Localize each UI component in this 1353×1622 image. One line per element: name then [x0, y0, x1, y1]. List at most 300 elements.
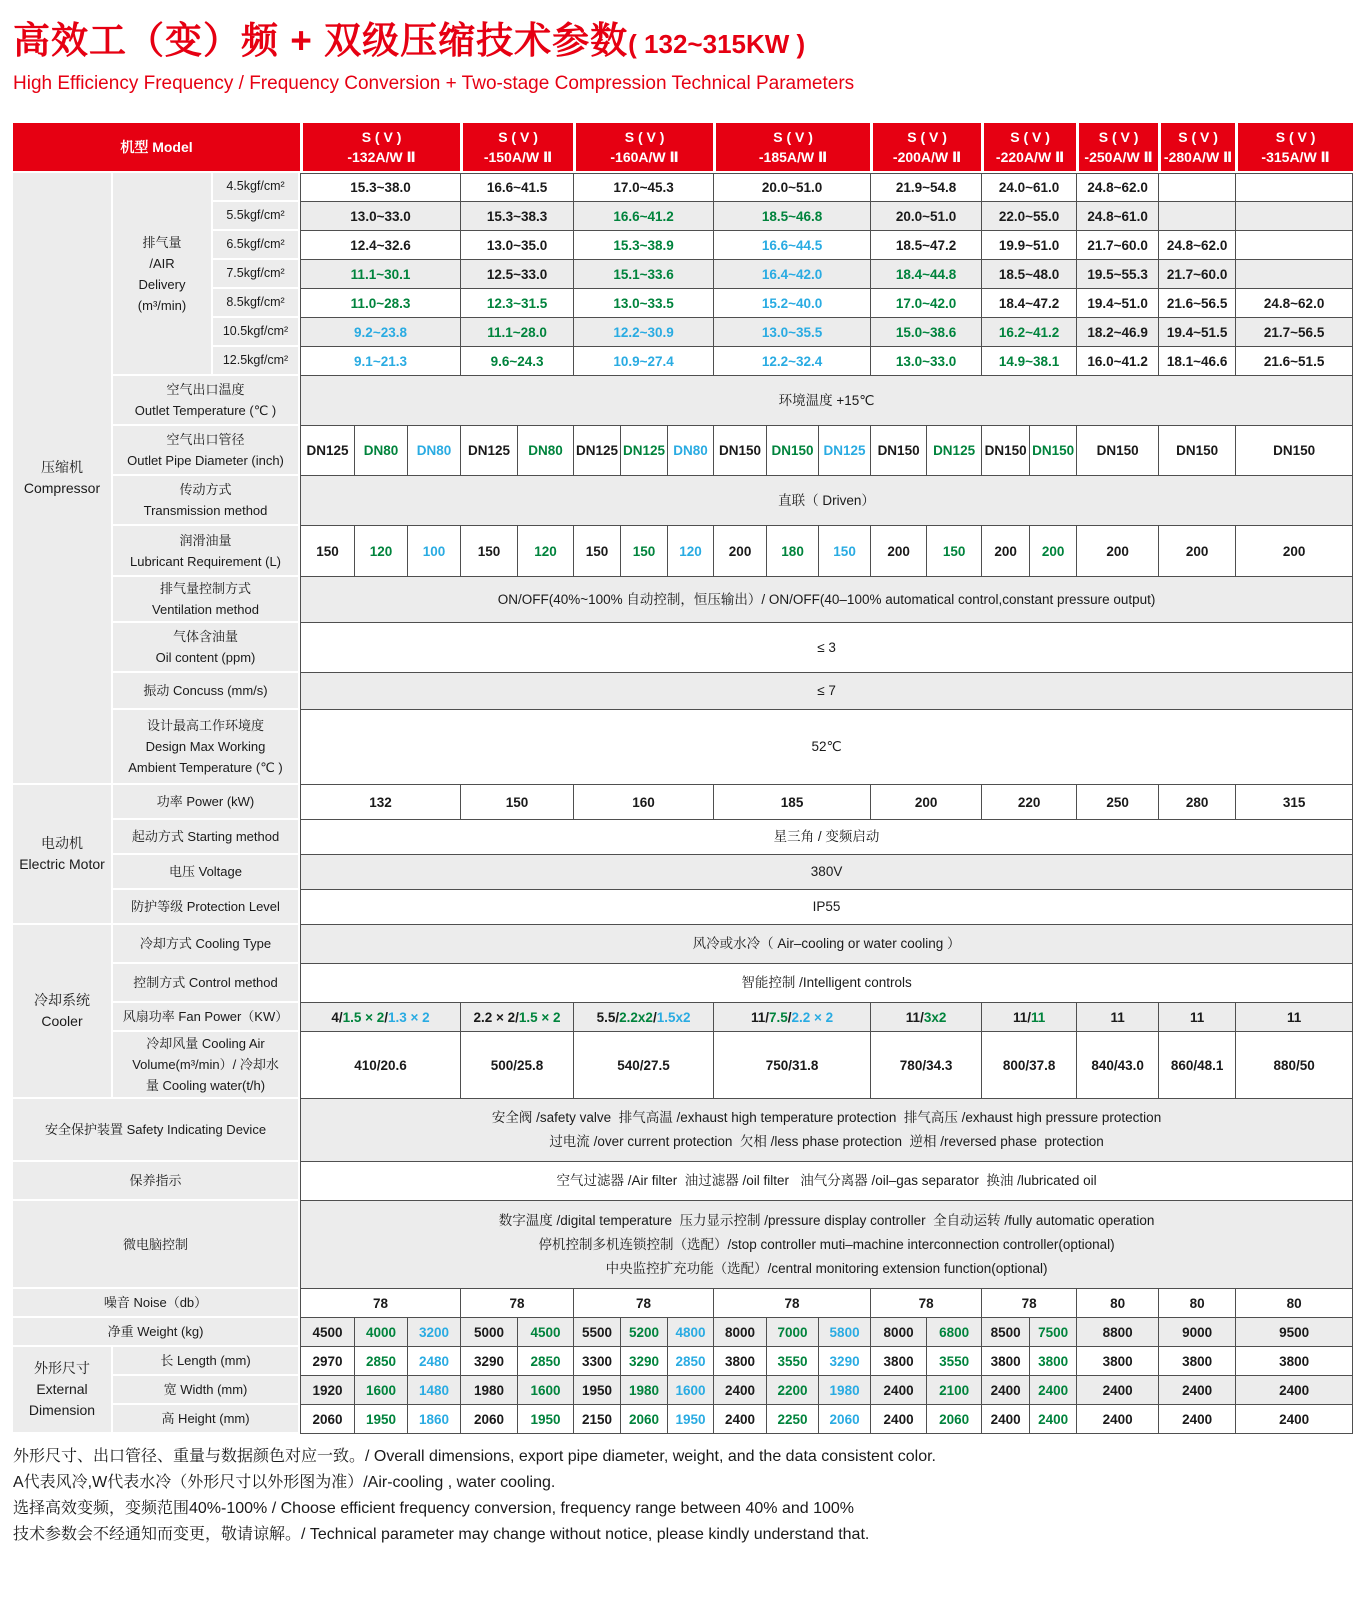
ventilation-value [300, 577, 1353, 623]
oil-content-value-line-1: ≤ 3 [817, 639, 836, 655]
model-header-8-line-1: S ( V ) [1178, 129, 1218, 145]
air-4-5-model-2 [460, 173, 573, 202]
lubricant-label-line-1: 润滑油量 [179, 532, 232, 548]
value-seg: 19.4~51.5 [1166, 324, 1228, 340]
value-seg: 2400 [990, 1382, 1021, 1398]
value-seg: 410/20.6 [354, 1057, 407, 1073]
value-seg: 3800 [1279, 1353, 1310, 1369]
value-seg: 12.2~32.4 [761, 353, 823, 369]
length-section-line-3: Dimension [28, 1402, 96, 1418]
air-10-5-model-6 [981, 318, 1076, 347]
value-seg: 1.5 × 2 [342, 1009, 385, 1025]
power-model-7 [1076, 785, 1158, 820]
weight-cell-1 [300, 1318, 354, 1347]
value-seg: 3x2 [923, 1009, 947, 1025]
pipe-diameter-cell-14 [981, 426, 1029, 476]
value-seg: 21.7~56.5 [1263, 324, 1325, 340]
protection-row-label [113, 890, 300, 925]
model-header-5 [870, 123, 981, 173]
transmission-label-line-2: Transmission method [143, 503, 268, 518]
value-seg: 1600 [675, 1382, 706, 1398]
row-width [13, 1376, 1353, 1405]
value-seg: DN150 [1096, 443, 1139, 458]
value-seg: DN150 [719, 443, 762, 458]
air-4-5-label-line-2: /AIR [149, 255, 175, 271]
height-cell-8 [667, 1405, 713, 1434]
value-seg: 5.5/ [596, 1009, 620, 1025]
row-length [13, 1347, 1353, 1376]
value-seg: 9000 [1182, 1324, 1213, 1340]
cooling-volume-label-line-3: 量 Cooling water(t/h) [145, 1078, 266, 1093]
air-6-5-model-7 [1076, 231, 1158, 260]
weight-cell-5 [517, 1318, 573, 1347]
height-cell-16 [1076, 1405, 1158, 1434]
ventilation-label-line-2: Ventilation method [152, 602, 259, 617]
safety-full-line-1: 安全保护装置 Safety Indicating Device [44, 1122, 267, 1137]
model-header-1 [300, 123, 460, 173]
outlet-temp-value-line-1: 环境温度 +15℃ [778, 392, 875, 408]
air-5-5-model-7 [1076, 202, 1158, 231]
row-cooling-type [13, 925, 1353, 964]
model-header-9-line-1: S ( V ) [1275, 129, 1316, 145]
pipe-diameter-cell-5 [517, 426, 573, 476]
height-cell-11 [818, 1405, 870, 1434]
weight-cell-17 [1158, 1318, 1235, 1347]
air-7-5-model-4 [713, 260, 870, 289]
row-design-max [13, 710, 1353, 785]
control-label-line-1: 控制方式 Control method [133, 975, 278, 990]
air-4-5-model-4 [713, 173, 870, 202]
lubricant-cell-16 [1076, 526, 1158, 577]
weight-cell-6 [573, 1318, 620, 1347]
weight-cell-4 [460, 1318, 517, 1347]
cooling-volume-model-6 [981, 1032, 1076, 1099]
height-cell-7 [620, 1405, 667, 1434]
air-7-5-pressure-label [213, 260, 300, 289]
value-seg: 2400 [1182, 1411, 1213, 1427]
fan-power-model-6 [981, 1003, 1076, 1032]
value-seg: 15.3~38.9 [613, 237, 674, 253]
lubricant-cell-1 [300, 526, 354, 577]
outlet-temp-label-line-2: Outlet Temperature (℃ ) [134, 403, 277, 418]
protection-value [300, 890, 1353, 925]
voltage-value [300, 855, 1353, 890]
row-pipe-diameter [13, 426, 1353, 476]
maintenance-full-line-1: 保养指示 [129, 1173, 182, 1188]
page-title-kw-range: ( 132~315KW ) [628, 29, 806, 59]
air-12-5-model-1 [300, 347, 460, 376]
row-cooling-volume [13, 1032, 1353, 1099]
value-seg: 200 [887, 543, 910, 559]
value-seg: 120 [369, 543, 393, 559]
value-seg: 9.1~21.3 [354, 353, 407, 369]
value-seg: / [652, 1009, 657, 1025]
lubricant-cell-10 [766, 526, 818, 577]
weight-cell-7 [620, 1318, 667, 1347]
lubricant-cell-11 [818, 526, 870, 577]
page-title-zh: 高效工（变）频 + 双级压缩技术参数 [13, 20, 629, 61]
row-air-10-5 [13, 318, 1353, 347]
value-seg: 2400 [1102, 1382, 1133, 1398]
length-cell-4 [460, 1347, 517, 1376]
air-5-5-model-5 [870, 202, 981, 231]
lubricant-cell-3 [407, 526, 460, 577]
width-cell-7 [620, 1376, 667, 1405]
value-seg: 7000 [777, 1324, 808, 1340]
air-7-5-model-9 [1235, 260, 1353, 289]
value-seg: 12.3~31.5 [486, 295, 548, 311]
air-6-5-model-9 [1235, 231, 1353, 260]
power-model-1 [300, 785, 460, 820]
air-4-5-model-3 [573, 173, 713, 202]
cooling-volume-model-9 [1235, 1032, 1353, 1099]
value-seg: 2200 [777, 1382, 808, 1398]
width-cell-9 [713, 1376, 766, 1405]
row-air-12-5 [13, 347, 1353, 376]
value-seg: 20.0~51.0 [761, 180, 823, 195]
value-seg: 3800 [990, 1353, 1021, 1369]
fan-power-model-1 [300, 1003, 460, 1032]
row-transmission [13, 476, 1353, 526]
power-model-8 [1158, 785, 1235, 820]
outlet-temp-value [300, 376, 1353, 426]
value-seg: 78 [373, 1295, 389, 1311]
value-seg: 2250 [777, 1411, 808, 1427]
pipe-diameter-cell-13 [926, 426, 981, 476]
air-10-5-model-1 [300, 318, 460, 347]
voltage-value-line-1: 380V [810, 864, 843, 879]
model-header-4-line-1: S ( V ) [773, 129, 813, 145]
noise-row-label [13, 1289, 300, 1318]
lubricant-cell-12 [870, 526, 926, 577]
row-height [13, 1405, 1353, 1434]
width-cell-18 [1235, 1376, 1353, 1405]
weight-cell-14 [981, 1318, 1029, 1347]
row-outlet-temp [13, 376, 1353, 426]
value-seg: 1920 [312, 1382, 343, 1398]
height-cell-12 [870, 1405, 926, 1434]
model-header-1-line-1: S ( V ) [361, 129, 402, 145]
length-row-label [113, 1347, 300, 1376]
value-seg: DN150 [771, 443, 814, 458]
fan-power-model-4 [713, 1003, 870, 1032]
weight-row-label [13, 1318, 300, 1347]
value-seg: DN125 [823, 443, 866, 458]
parameters-table [13, 123, 1353, 1434]
value-seg: 3800 [883, 1353, 914, 1369]
value-seg: 150 [585, 543, 609, 559]
lubricant-cell-2 [354, 526, 407, 577]
value-seg: DN150 [1176, 443, 1219, 458]
value-seg: 780/34.3 [899, 1057, 953, 1073]
air-6-5-model-4 [713, 231, 870, 260]
value-seg: 3300 [582, 1353, 613, 1369]
row-oil-content [13, 623, 1353, 673]
air-10-5-pressure-label [213, 318, 300, 347]
value-seg: 22.0~55.0 [998, 208, 1060, 224]
air-8-5-model-1 [300, 289, 460, 318]
maintenance-value [300, 1162, 1353, 1201]
width-cell-8 [667, 1376, 713, 1405]
length-cell-1 [300, 1347, 354, 1376]
height-label-line-1: 高 Height (mm) [161, 1411, 250, 1426]
value-seg: 8500 [990, 1324, 1021, 1340]
model-header-3-line-2: -160A/W Ⅱ [610, 149, 679, 165]
lubricant-cell-18 [1235, 526, 1353, 577]
power-model-6 [981, 785, 1076, 820]
model-header-4-line-2: -185A/W Ⅱ [758, 149, 828, 165]
length-cell-6 [573, 1347, 620, 1376]
cooling-volume-row-label [113, 1032, 300, 1099]
height-cell-13 [926, 1405, 981, 1434]
cooling-type-label-line-1: 冷却方式 Cooling Type [139, 936, 272, 951]
length-section-line-2: External [36, 1381, 88, 1397]
power-model-5 [870, 785, 981, 820]
height-cell-1 [300, 1405, 354, 1434]
weight-cell-3 [407, 1318, 460, 1347]
cooling-volume-model-1 [300, 1032, 460, 1099]
value-seg: 16.6~41.2 [613, 208, 674, 224]
air-12-5-model-4 [713, 347, 870, 376]
fan-power-row-label [113, 1003, 300, 1032]
value-seg: 19.5~55.3 [1087, 266, 1148, 282]
concuss-value-line-1: ≤ 7 [817, 683, 836, 698]
weight-cell-15 [1029, 1318, 1076, 1347]
model-header-4 [713, 123, 870, 173]
air-10-5-model-7 [1076, 318, 1158, 347]
power-section-line-2: Electric Motor [19, 856, 105, 872]
value-seg: 840/43.0 [1091, 1057, 1144, 1073]
length-cell-18 [1235, 1347, 1353, 1376]
design-max-label-line-1: 设计最高工作环境度 [147, 718, 265, 733]
value-seg: 13.0~33.5 [613, 295, 674, 311]
value-seg: 1600 [530, 1382, 561, 1398]
weight-cell-8 [667, 1318, 713, 1347]
value-seg: 15.1~33.6 [613, 266, 674, 282]
cooling-volume-model-8 [1158, 1032, 1235, 1099]
value-seg: 200 [994, 543, 1017, 559]
value-seg: 10.9~27.4 [613, 353, 674, 369]
microcomputer-value-line-3: 中央监控扩充功能（选配）/central monitoring extension function(optional) [605, 1260, 1048, 1276]
value-seg: DN150 [877, 443, 920, 458]
starting-label-line-1: 起动方式 Starting method [131, 829, 280, 844]
value-seg: 2400 [1182, 1382, 1213, 1398]
model-header-8-line-2: -280A/W Ⅱ [1163, 149, 1233, 165]
air-12-5-model-2 [460, 347, 573, 376]
height-cell-6 [573, 1405, 620, 1434]
model-header-3-line-1: S ( V ) [624, 129, 665, 145]
length-cell-5 [517, 1347, 573, 1376]
value-seg: 18.1~46.6 [1166, 353, 1228, 369]
starting-row-label [113, 820, 300, 855]
weight-cell-18 [1235, 1318, 1353, 1347]
air-6-5-model-1 [300, 231, 460, 260]
row-microcomputer [13, 1201, 1353, 1289]
value-seg: 78 [918, 1295, 934, 1311]
length-section-line-1: 外形尺寸 [34, 1360, 90, 1376]
value-seg: 3800 [1182, 1353, 1213, 1369]
value-seg: DN125 [933, 443, 976, 458]
air-8-5-model-2 [460, 289, 573, 318]
voltage-label-line-1: 电压 Voltage [169, 864, 242, 879]
value-seg: 21.7~60.0 [1087, 237, 1148, 253]
noise-model-4 [713, 1289, 870, 1318]
value-seg: 2.2 × 2/ [473, 1009, 519, 1025]
value-seg: 15.2~40.0 [761, 295, 823, 311]
value-seg: DN125 [576, 443, 619, 458]
value-seg: 1980 [629, 1382, 660, 1398]
value-seg: 2480 [419, 1353, 450, 1369]
row-ventilation [13, 577, 1353, 623]
value-seg: 2850 [530, 1353, 561, 1369]
air-12-5-model-8 [1158, 347, 1235, 376]
value-seg: 21.6~56.5 [1166, 295, 1228, 311]
value-seg: 9500 [1279, 1324, 1310, 1340]
transmission-value-line-1: 直联（ Driven） [778, 492, 875, 508]
air-10-5-model-3 [573, 318, 713, 347]
air-4-5-model-5 [870, 173, 981, 202]
weight-cell-9 [713, 1318, 766, 1347]
value-seg: DN80 [673, 443, 708, 458]
pipe-diameter-cell-16 [1076, 426, 1158, 476]
value-seg: 2400 [1102, 1411, 1133, 1427]
safety-value-line-2: 过电流 /over current protection 欠相 /less phase protection 逆相 /reversed phase protection [549, 1134, 1104, 1149]
pipe-diameter-row-label [113, 426, 300, 476]
air-7-5-model-3 [573, 260, 713, 289]
value-seg: 11.1~30.1 [350, 266, 411, 282]
value-seg: 4800 [675, 1324, 706, 1340]
pipe-diameter-label-line-1: 空气出口管径 [166, 432, 245, 447]
air-7-5-model-1 [300, 260, 460, 289]
length-label-line-1: 长 Length (mm) [160, 1353, 251, 1368]
value-seg: 220 [1017, 794, 1041, 810]
length-cell-14 [981, 1347, 1029, 1376]
concuss-label-line-1: 振动 Concuss (mm/s) [143, 683, 268, 698]
lubricant-cell-14 [981, 526, 1029, 577]
air-10-5-model-4 [713, 318, 870, 347]
pipe-diameter-cell-2 [354, 426, 407, 476]
value-seg: 17.0~45.3 [613, 180, 674, 195]
fan-power-label-line-1: 风扇功率 Fan Power（KW） [122, 1009, 289, 1024]
lubricant-cell-8 [667, 526, 713, 577]
width-cell-3 [407, 1376, 460, 1405]
air-4-5-section-line-1: 压缩机 [41, 459, 83, 475]
footnote-1: 外形尺寸、出口管径、重量与数据颜色对应一致。/ Overall dimensions, export pipe diameter, weight, and the data consistent color. [13, 1448, 936, 1465]
fan-power-model-7 [1076, 1003, 1158, 1032]
width-row-label [113, 1376, 300, 1405]
pipe-diameter-label-line-2: Outlet Pipe Diameter (inch) [127, 453, 284, 468]
value-seg: 9.6~24.3 [490, 353, 544, 369]
value-seg: 3290 [629, 1353, 660, 1369]
value-seg: 24.8~62.0 [1166, 237, 1228, 253]
noise-model-7 [1076, 1289, 1158, 1318]
fan-power-model-9 [1235, 1003, 1353, 1032]
row-control [13, 964, 1353, 1003]
length-cell-13 [926, 1347, 981, 1376]
cooling-type-value [300, 925, 1353, 964]
air-7-5-model-2 [460, 260, 573, 289]
value-seg: 11 [1110, 1009, 1125, 1025]
fan-power-model-5 [870, 1003, 981, 1032]
value-seg: DN125 [623, 443, 666, 458]
model-header-6-line-1: S ( V ) [1010, 129, 1050, 145]
air-7-5-model-7 [1076, 260, 1158, 289]
model-header-2 [460, 123, 573, 173]
value-seg: 4000 [365, 1324, 397, 1340]
air-5-5-model-8 [1158, 202, 1235, 231]
safety-value [300, 1099, 1353, 1162]
value-seg: 2060 [629, 1411, 660, 1427]
air-5-5-model-4 [713, 202, 870, 231]
value-seg: 200 [914, 794, 938, 810]
value-seg: 17.0~42.0 [895, 295, 957, 311]
value-seg: 2060 [474, 1411, 505, 1427]
width-cell-1 [300, 1376, 354, 1405]
value-seg: 18.4~47.2 [998, 295, 1060, 311]
value-seg: 12.5~33.0 [486, 266, 548, 282]
value-seg: 12.2~30.9 [613, 324, 674, 340]
row-protection [13, 890, 1353, 925]
concuss-value [300, 673, 1353, 710]
air-10-5-model-5 [870, 318, 981, 347]
value-seg: 200 [1106, 543, 1129, 559]
value-seg: DN80 [528, 443, 563, 458]
value-seg: 11.1~28.0 [487, 324, 547, 340]
design-max-label-line-2: Design Max Working [145, 739, 266, 754]
value-seg: 4/ [331, 1009, 343, 1025]
safety-value-line-1: 安全阀 /safety valve 排气高温 /exhaust high temperature protection 排气高压 /exhaust high pressure protection [491, 1110, 1162, 1125]
noise-full-line-1: 噪音 Noise（db） [103, 1295, 208, 1310]
model-header-row [13, 123, 1353, 173]
value-seg: 5000 [474, 1324, 505, 1340]
air-4-5-section-label [13, 173, 113, 785]
starting-value-line-1: 星三角 / 变频启动 [773, 829, 880, 844]
value-seg: / [384, 1009, 389, 1025]
value-seg: 185 [780, 794, 804, 810]
value-seg: 13.0~35.5 [761, 324, 823, 340]
value-seg: 11 [1030, 1009, 1046, 1025]
air-4-5-sublabel-line-1: 4.5kgf/cm² [226, 179, 285, 193]
row-air-8-5 [13, 289, 1353, 318]
transmission-label-line-1: 传动方式 [179, 482, 232, 497]
value-seg: 150 [942, 543, 966, 559]
air-7-5-model-8 [1158, 260, 1235, 289]
value-seg: 4500 [530, 1324, 561, 1340]
value-seg: 78 [636, 1295, 652, 1311]
model-header-7 [1076, 123, 1158, 173]
air-8-5-pressure-label [213, 289, 300, 318]
lubricant-label-line-2: Lubricant Requirement (L) [129, 553, 282, 569]
value-seg: 13.0~33.0 [350, 208, 411, 224]
cooling-volume-model-5 [870, 1032, 981, 1099]
air-6-5-model-8 [1158, 231, 1235, 260]
air-12-5-model-7 [1076, 347, 1158, 376]
value-seg: 2400 [1279, 1411, 1310, 1427]
value-seg: 19.9~51.0 [998, 237, 1060, 253]
value-seg: 1600 [365, 1382, 397, 1398]
value-seg: 1950 [530, 1411, 561, 1427]
air-7-5-model-5 [870, 260, 981, 289]
length-cell-15 [1029, 1347, 1076, 1376]
fan-power-model-8 [1158, 1003, 1235, 1032]
value-seg: 200 [1185, 543, 1209, 559]
value-seg: 280 [1185, 794, 1209, 810]
air-7-5-model-6 [981, 260, 1076, 289]
control-row-label [113, 964, 300, 1003]
length-cell-16 [1076, 1347, 1158, 1376]
protection-value-line-1: IP55 [812, 899, 841, 914]
value-seg: 1950 [675, 1411, 706, 1427]
